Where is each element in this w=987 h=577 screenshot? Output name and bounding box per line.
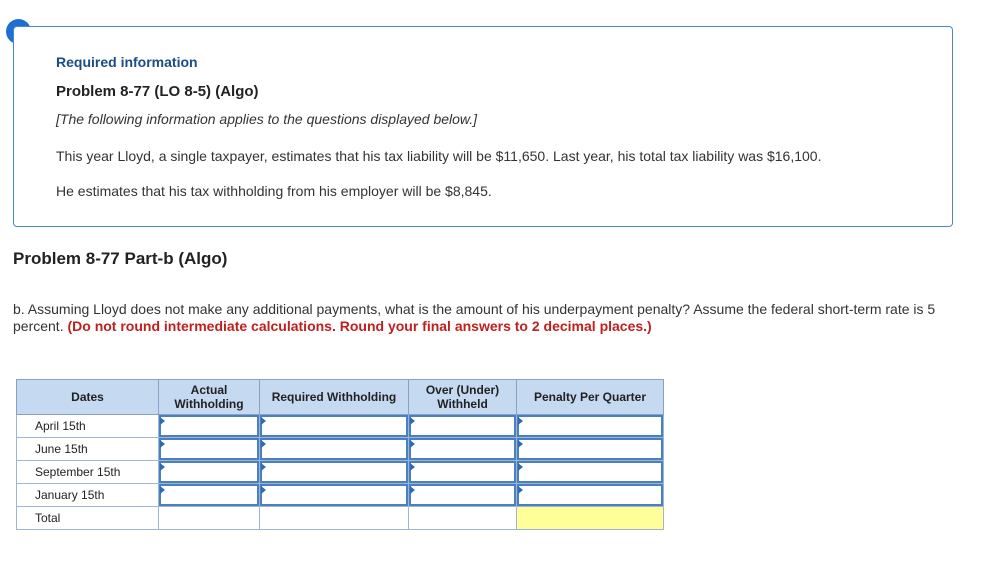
header-required-withholding: Required Withholding (260, 380, 409, 415)
question-text (13, 301, 943, 335)
row-date: June 15th (17, 438, 159, 461)
header-dates: Dates (17, 380, 159, 415)
row-date: January 15th (17, 484, 159, 507)
row-date: April 15th (17, 415, 159, 438)
info-problem-heading: Problem 8-77 (LO 8-5) (Algo) (56, 83, 259, 100)
total-actual-empty (159, 507, 260, 530)
required-withholding-input[interactable] (260, 415, 408, 437)
table-row (17, 484, 664, 507)
required-withholding-cell[interactable] (260, 461, 409, 484)
part-title: Problem 8-77 Part-b (Algo) (13, 249, 228, 268)
actual-withholding-cell[interactable] (159, 415, 260, 438)
header-actual-withholding (159, 380, 260, 415)
required-withholding-input[interactable] (260, 484, 408, 506)
actual-withholding-input[interactable] (159, 415, 259, 437)
total-penalty-cell[interactable] (517, 507, 664, 530)
penalty-input[interactable] (517, 484, 663, 506)
info-paragraph-1: This year Lloyd, a single taxpayer, estimates that his tax liability will be $11,650. Last year, his total tax liability was $16,100. (56, 148, 822, 164)
penalty-cell[interactable] (517, 484, 664, 507)
actual-withholding-input[interactable] (159, 461, 259, 483)
required-withholding-cell[interactable] (260, 484, 409, 507)
actual-withholding-cell[interactable] (159, 438, 260, 461)
header-over-line2: Withheld (437, 397, 488, 411)
over-under-cell[interactable] (409, 484, 517, 507)
penalty-table (16, 379, 664, 530)
required-withholding-cell[interactable] (260, 415, 409, 438)
penalty-input[interactable] (517, 438, 663, 460)
header-over-under (409, 380, 517, 415)
penalty-cell[interactable] (517, 461, 664, 484)
required-withholding-input[interactable] (260, 461, 408, 483)
table-row (17, 438, 664, 461)
over-under-cell[interactable] (409, 415, 517, 438)
over-under-input[interactable] (409, 461, 516, 483)
info-note: [The following information applies to the questions displayed below.] (56, 111, 478, 127)
required-withholding-cell[interactable] (260, 438, 409, 461)
over-under-cell[interactable] (409, 461, 517, 484)
required-information-panel (13, 26, 953, 227)
over-under-input[interactable] (409, 438, 516, 460)
actual-withholding-input[interactable] (159, 438, 259, 460)
table-row (17, 461, 664, 484)
question-plain: b. Assuming Lloyd does not make any additional payments, what is the amount of his underpayment penalty? Assume the federal short-term rate is 5 percent. (13, 301, 936, 334)
header-actual-line2: Withholding (174, 397, 244, 411)
required-withholding-input[interactable] (260, 438, 408, 460)
penalty-input[interactable] (517, 415, 663, 437)
header-penalty-per-quarter: Penalty Per Quarter (517, 380, 664, 415)
total-penalty-input[interactable] (517, 507, 663, 529)
table-row (17, 415, 664, 438)
over-under-input[interactable] (409, 415, 516, 437)
actual-withholding-input[interactable] (159, 484, 259, 506)
question-emphasis: (Do not round intermediate calculations. Round your final answers to 2 decimal places.) (67, 318, 652, 334)
total-over-empty (409, 507, 517, 530)
actual-withholding-cell[interactable] (159, 484, 260, 507)
total-required-empty (260, 507, 409, 530)
header-over-line1: Over (Under) (425, 383, 500, 397)
over-under-input[interactable] (409, 484, 516, 506)
row-date: September 15th (17, 461, 159, 484)
header-actual-line1: Actual (190, 383, 228, 397)
total-label: Total (17, 507, 159, 530)
penalty-cell[interactable] (517, 415, 664, 438)
actual-withholding-cell[interactable] (159, 461, 260, 484)
penalty-cell[interactable] (517, 438, 664, 461)
over-under-cell[interactable] (409, 438, 517, 461)
info-paragraph-2: He estimates that his tax withholding from his employer will be $8,845. (56, 183, 492, 199)
penalty-input[interactable] (517, 461, 663, 483)
total-row (17, 507, 664, 530)
info-title: Required information (56, 54, 198, 70)
